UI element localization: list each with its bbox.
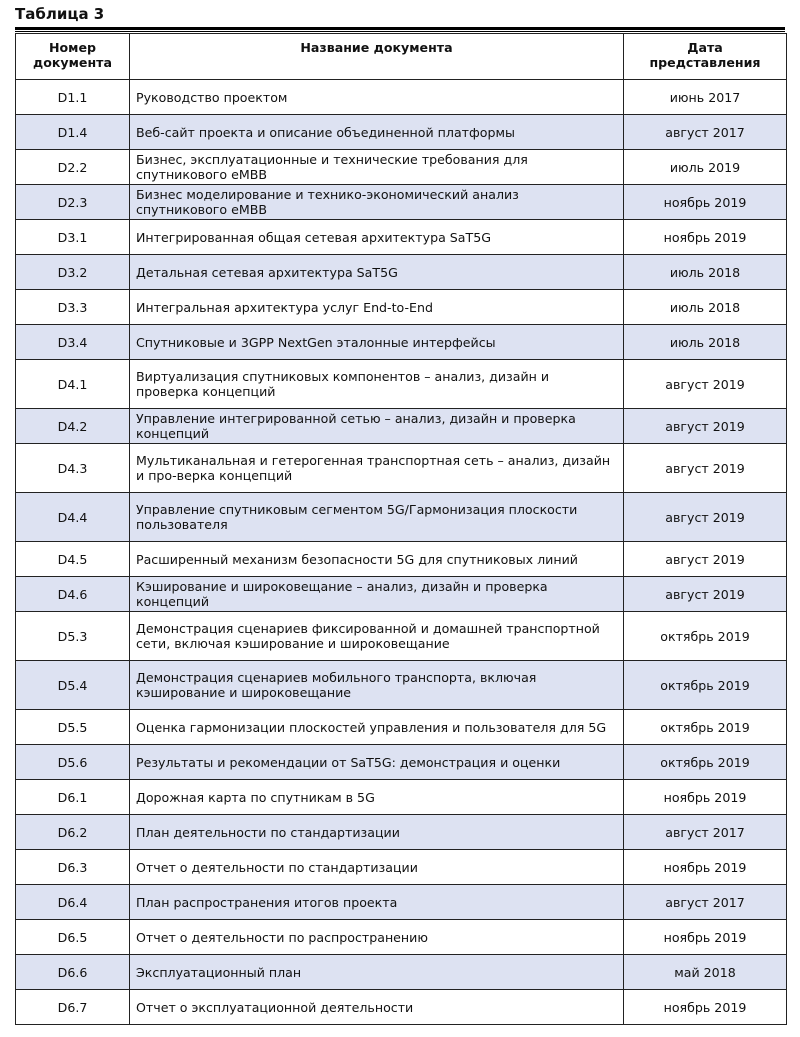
document-date: июль 2018: [624, 325, 787, 360]
table-row: [16, 80, 787, 115]
table-row: [16, 444, 787, 493]
document-date: октябрь 2019: [624, 710, 787, 745]
document-date: июль 2019: [624, 150, 787, 185]
table-body: [16, 80, 787, 1025]
document-date: ноябрь 2019: [624, 920, 787, 955]
document-date: ноябрь 2019: [624, 185, 787, 220]
document-name: Веб-сайт проекта и описание объединенной платформы: [130, 115, 624, 150]
table-row: [16, 920, 787, 955]
document-date: август 2017: [624, 885, 787, 920]
document-name: Кэширование и широковещание – анализ, дизайн и проверка концепций: [130, 577, 624, 612]
table-row: [16, 542, 787, 577]
document-name: Детальная сетевая архитектура SaT5G: [130, 255, 624, 290]
document-name: Демонстрация сценариев мобильного транспорта, включая кэширование и широковещание: [130, 661, 624, 710]
document-date: июль 2018: [624, 290, 787, 325]
document-date: август 2019: [624, 542, 787, 577]
document-number: D4.5: [16, 542, 130, 577]
table-row: [16, 185, 787, 220]
table-row: [16, 780, 787, 815]
document-name: Спутниковые и 3GPP NextGen эталонные интерфейсы: [130, 325, 624, 360]
document-date: июль 2018: [624, 255, 787, 290]
caption-rule-thick: [15, 27, 785, 30]
document-date: ноябрь 2019: [624, 990, 787, 1025]
document-name: Интегральная архитектура услуг End-to-End: [130, 290, 624, 325]
document-name: Управление спутниковым сегментом 5G/Гармонизация плоскости пользователя: [130, 493, 624, 542]
document-number: D6.2: [16, 815, 130, 850]
document-date: август 2017: [624, 815, 787, 850]
document-date: август 2019: [624, 577, 787, 612]
document-date: ноябрь 2019: [624, 780, 787, 815]
table-row: [16, 745, 787, 780]
document-date: август 2019: [624, 360, 787, 409]
document-number: D6.4: [16, 885, 130, 920]
header-name: Название документа: [130, 34, 624, 80]
table-row: [16, 150, 787, 185]
document-name: Отчет о эксплуатационной деятельности: [130, 990, 624, 1025]
document-number: D4.3: [16, 444, 130, 493]
table-caption: Таблица 3: [15, 5, 105, 23]
document-name: Эксплуатационный план: [130, 955, 624, 990]
document-name: Результаты и рекомендации от SaT5G: демонстрация и оценки: [130, 745, 624, 780]
document-number: D2.2: [16, 150, 130, 185]
documents-table: [15, 33, 787, 1025]
document-name: Руководство проектом: [130, 80, 624, 115]
document-number: D3.1: [16, 220, 130, 255]
document-date: октябрь 2019: [624, 745, 787, 780]
document-date: октябрь 2019: [624, 612, 787, 661]
table-row: [16, 493, 787, 542]
document-name: Интегрированная общая сетевая архитектура SaT5G: [130, 220, 624, 255]
document-number: D5.4: [16, 661, 130, 710]
table-row: [16, 661, 787, 710]
document-number: D2.3: [16, 185, 130, 220]
header-date: Дата представления: [624, 34, 787, 80]
document-number: D1.4: [16, 115, 130, 150]
document-number: D6.6: [16, 955, 130, 990]
document-number: D4.1: [16, 360, 130, 409]
table-row: [16, 885, 787, 920]
document-number: D6.1: [16, 780, 130, 815]
document-number: D6.3: [16, 850, 130, 885]
document-name: Отчет о деятельности по распространению: [130, 920, 624, 955]
table-row: [16, 710, 787, 745]
table-row: [16, 955, 787, 990]
document-name: Мультиканальная и гетерогенная транспортная сеть – анализ, дизайн и про-верка концепций: [130, 444, 624, 493]
document-name: Отчет о деятельности по стандартизации: [130, 850, 624, 885]
document-name: Бизнес моделирование и технико-экономический анализ спутникового eMBB: [130, 185, 624, 220]
document-number: D6.7: [16, 990, 130, 1025]
table-row: [16, 360, 787, 409]
table-row: [16, 990, 787, 1025]
table-row: [16, 815, 787, 850]
document-date: июнь 2017: [624, 80, 787, 115]
document-name: Виртуализация спутниковых компонентов – анализ, дизайн и проверка концепций: [130, 360, 624, 409]
document-number: D4.6: [16, 577, 130, 612]
document-date: август 2019: [624, 444, 787, 493]
document-date: октябрь 2019: [624, 661, 787, 710]
document-number: D4.4: [16, 493, 130, 542]
table-row: [16, 325, 787, 360]
document-name: Оценка гармонизации плоскостей управления и пользователя для 5G: [130, 710, 624, 745]
header-number: Номер документа: [16, 34, 130, 80]
document-date: май 2018: [624, 955, 787, 990]
table-header-row: [16, 34, 787, 80]
document-number: D3.2: [16, 255, 130, 290]
document-number: D1.1: [16, 80, 130, 115]
document-number: D3.4: [16, 325, 130, 360]
document-date: август 2019: [624, 493, 787, 542]
caption-rule-thin: [15, 31, 785, 32]
document-number: D3.3: [16, 290, 130, 325]
table-row: [16, 409, 787, 444]
document-number: D5.5: [16, 710, 130, 745]
document-number: D5.3: [16, 612, 130, 661]
document-number: D5.6: [16, 745, 130, 780]
document-name: План деятельности по стандартизации: [130, 815, 624, 850]
table-row: [16, 577, 787, 612]
document-date: ноябрь 2019: [624, 850, 787, 885]
table-row: [16, 115, 787, 150]
document-date: август 2019: [624, 409, 787, 444]
table-row: [16, 255, 787, 290]
document-name: План распространения итогов проекта: [130, 885, 624, 920]
document-date: ноябрь 2019: [624, 220, 787, 255]
document-name: Демонстрация сценариев фиксированной и домашней транспортной сети, включая кэширование и широковещание: [130, 612, 624, 661]
document-name: Дорожная карта по спутникам в 5G: [130, 780, 624, 815]
table-row: [16, 612, 787, 661]
document-number: D4.2: [16, 409, 130, 444]
table-row: [16, 220, 787, 255]
document-name: Бизнес, эксплуатационные и технические требования для спутникового eMBB: [130, 150, 624, 185]
document-name: Расширенный механизм безопасности 5G для спутниковых линий: [130, 542, 624, 577]
table-row: [16, 290, 787, 325]
document-name: Управление интегрированной сетью – анализ, дизайн и проверка концепций: [130, 409, 624, 444]
document-number: D6.5: [16, 920, 130, 955]
document-date: август 2017: [624, 115, 787, 150]
table-row: [16, 850, 787, 885]
